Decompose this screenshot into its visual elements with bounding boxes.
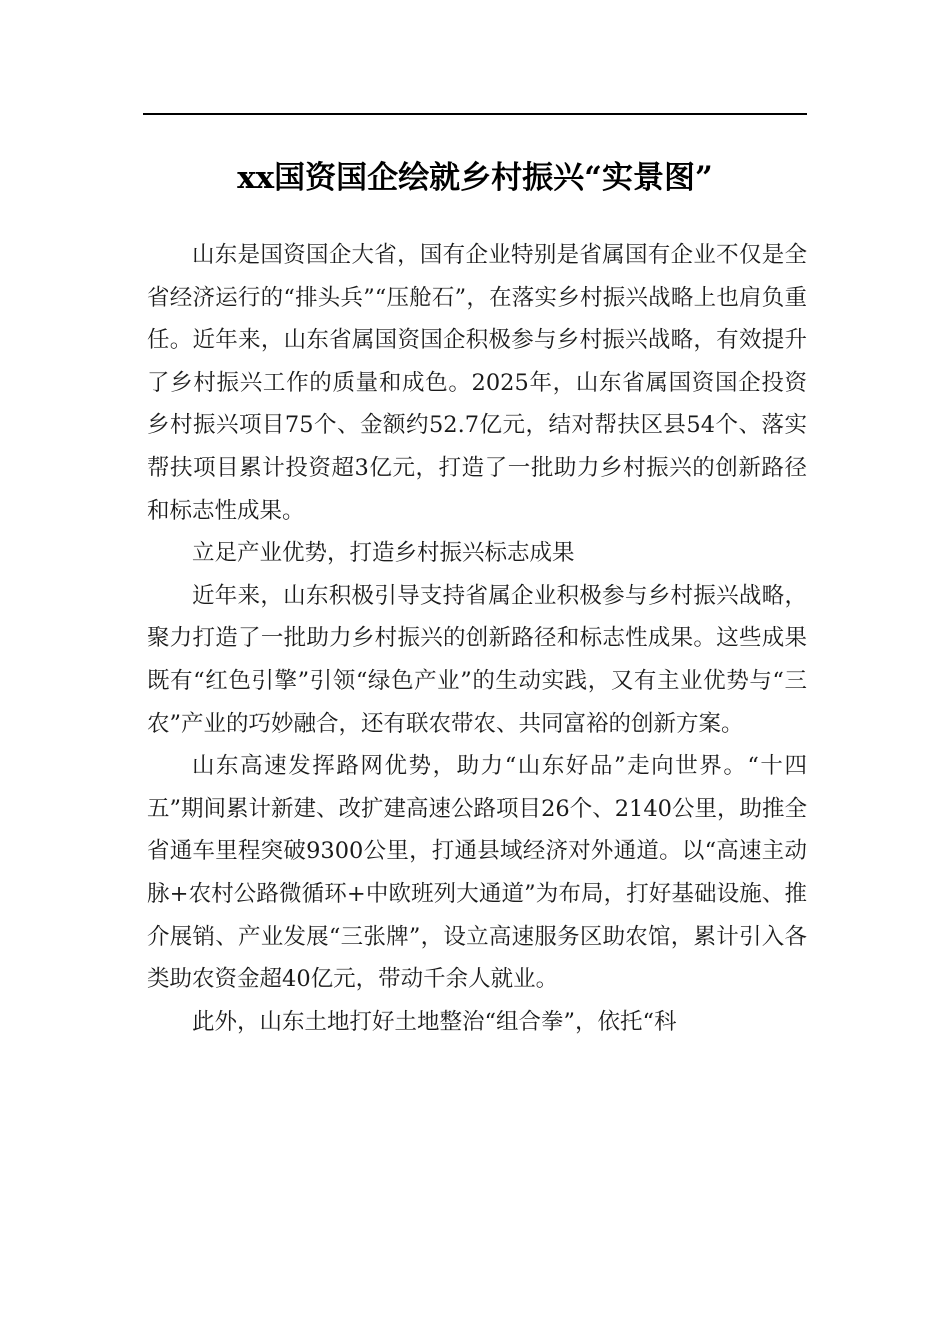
paragraph-intro: 山东是国资国企大省，国有企业特别是省属国有企业不仅是全省经济运行的“排头兵”“压舱石”，在落实乡村振兴战略上也肩负重任。近年来，山东省属国资国企积极参与乡村振兴战略，有效提升了乡村振兴工作的质量和成色。2025年，山东省属国资国企投资乡村振兴项目75个、金额约52.7亿元，结对帮扶区县54个、落实帮扶项目累计投资超3亿元，打造了一批助力乡村振兴的创新路径和标志性成果。 <box>147 242 807 524</box>
document-body <box>147 234 807 1043</box>
document-title: xx国资国企绘就乡村振兴“实景图” <box>237 160 713 196</box>
paragraph-land: 此外，山东土地打好土地整治“组合拳”，依托“科 <box>192 1008 677 1035</box>
paragraph-achievements: 近年来，山东积极引导支持省属企业积极参与乡村振兴战略，聚力打造了一批助力乡村振兴的创新路径和标志性成果。这些成果既有“红色引擎”引领“绿色产业”的生动实践，又有主业优势与“三农”产业的巧妙融合，还有联农带农、共同富裕的创新方案。 <box>147 582 807 737</box>
section-heading: 立足产业优势，打造乡村振兴标志成果 <box>192 540 575 567</box>
paragraph-shandong-hi-speed: 山东高速发挥路网优势，助力“山东好品”走向世界。“十四五”期间累计新建、改扩建高速公路项目26个、2140公里，助推全省通车里程突破9300公里，打通县域经济对外通道。以“高速主动脉+农村公路微循环+中欧班列大通道”为布局，打好基础设施、推介展销、产业发展“三张牌”，设立高速服务区助农馆，累计引入各类助农资金超40亿元，带动千余人就业。 <box>147 753 807 993</box>
header-rule <box>143 113 807 115</box>
